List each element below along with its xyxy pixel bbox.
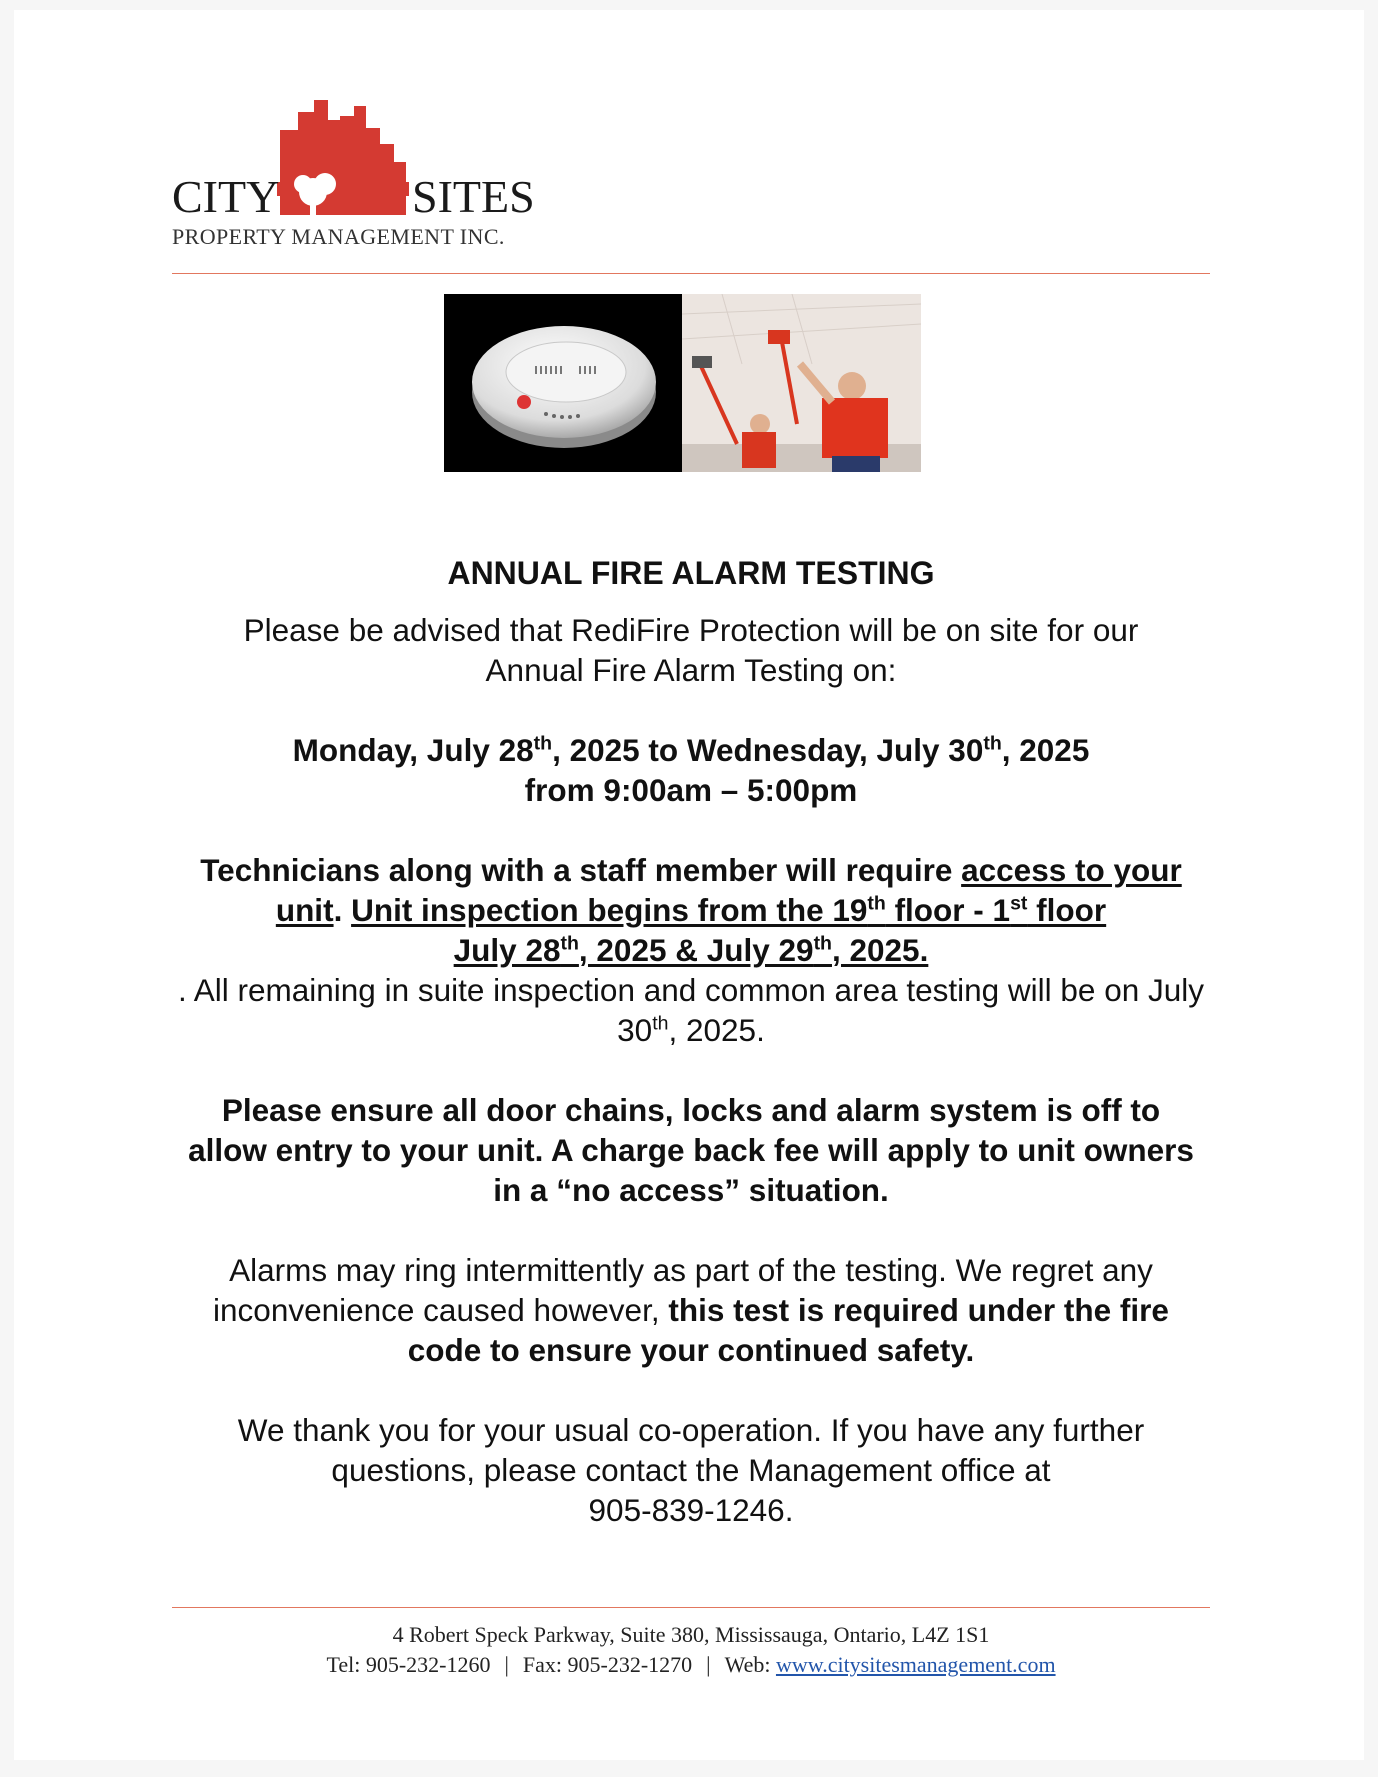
technicians-testing-photo: [682, 294, 921, 472]
logo-right-word: SITES: [412, 171, 535, 222]
access-paragraph: Technicians along with a staff member will require access to your unit. Unit inspection begins from the 19th floor - 1st floor July 28th, 2025 & July 29th, 2025. . All remaining in suite inspection and common area testing will be on July 30th, 2025.: [177, 852, 1205, 1048]
intro-line-1: Please be advised that RediFire Protection will be on site for our: [243, 612, 1139, 648]
alarms-paragraph: Alarms may ring intermittently as part of the testing. We regret any inconvenience caused however, this test is required under the fire code to ensure your continued safety.: [213, 1252, 1169, 1368]
footer-fax: Fax: 905-232-1270: [522, 1652, 693, 1677]
management-phone: 905-839-1246.: [588, 1492, 794, 1528]
access-to-unit-text: access to your unit: [275, 852, 1182, 928]
header-divider: [172, 273, 1210, 274]
testing-time: from 9:00am – 5:00pm: [524, 772, 858, 808]
inspection-floors: Unit inspection begins from the 19th floor - 1st floor: [351, 892, 1107, 928]
thanks-paragraph: We thank you for your usual co-operation. If you have any further questions, please contact the Management office at 905-839-1246.: [237, 1412, 1145, 1528]
footer-address: 4 Robert Speck Parkway, Suite 380, Mississauga, Ontario, L4Z 1S1: [392, 1622, 990, 1647]
website-link[interactable]: www.citysitesmanagement.com: [775, 1652, 1056, 1677]
footer-contacts: Tel: 905-232-1260 | Fax: 905-232-1270 | Web: www.citysitesmanagement.com: [326, 1652, 1056, 1677]
inspection-dates: July 28th, 2025 & July 29th, 2025.: [453, 932, 929, 968]
footer-tel: Tel: 905-232-1260: [326, 1652, 491, 1677]
remaining-inspection: . All remaining in suite inspection and common area testing will be on July 30: [177, 972, 1205, 1048]
logo-subtitle: PROPERTY MANAGEMENT INC.: [172, 224, 505, 249]
company-logo: [172, 100, 572, 260]
notice-page: [14, 10, 1364, 1760]
footer: [172, 1620, 1210, 1680]
intro-paragraph: [172, 610, 1210, 690]
notice-title: ANNUAL FIRE ALARM TESTING: [447, 555, 935, 591]
notice-body: [172, 555, 1210, 1530]
smoke-detector-photo: [444, 294, 682, 472]
intro-line-2: Annual Fire Alarm Testing on:: [485, 652, 897, 688]
ensure-paragraph: Please ensure all door chains, locks and alarm system is off to allow entry to your unit. A charge back fee will apply to unit owners in a “no access” situation.: [188, 1092, 1194, 1208]
testing-dates: Monday, July 28th, 2025 to Wednesday, July 30th, 2025 from 9:00am – 5:00pm: [292, 732, 1090, 808]
logo-left-word: CITY: [172, 171, 280, 222]
footer-divider: [172, 1607, 1210, 1608]
